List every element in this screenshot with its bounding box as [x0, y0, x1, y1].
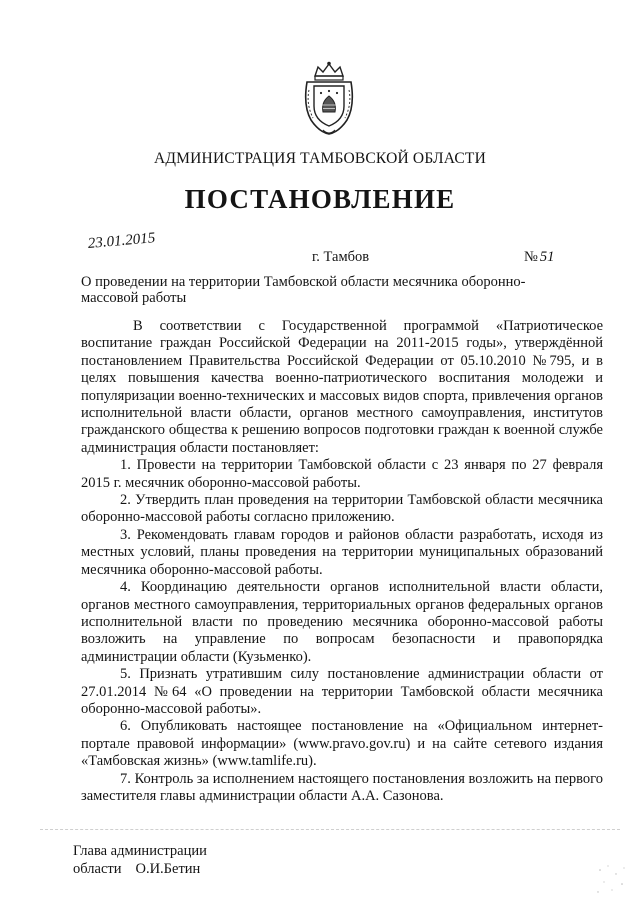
clause-6: 6. Опубликовать настоящее постановление на «Официальном интернет-портале правовой информации» (www.pravo.gov.ru) и на сайте сетевого издания «Тамбовская жизнь» (www.tamlife.ru). [81, 718, 603, 770]
clause-4: 4. Координацию деятельности органов исполнительной власти области, органов местного самоуправления, территориальных органов федеральных органов исполнительной власти по проведению месячника оборонно-массовой работы возложить на управление по вопросам безопасности и правопорядка администрации области (Кузьменко). [81, 579, 603, 665]
signatory-position-line1: Глава администрации [73, 843, 207, 859]
signature-block [73, 842, 207, 878]
scan-noise-mark [594, 862, 630, 898]
signatory-position-line2: области [73, 861, 122, 877]
document-type-title: ПОСТАНОВЛЕНИЕ [184, 184, 456, 214]
clause-3: 3. Рекомендовать главам городов и районов области разработать, исходя из местных условий, планы проведения на территории муниципальных образований месячника оборонно-массовой работы. [81, 526, 603, 578]
scan-artifact-line [40, 829, 620, 830]
document-subject: О проведении на территории Тамбовской области месячника оборонно-массовой работы [81, 274, 526, 306]
organization-name: АДМИНИСТРАЦИЯ ТАМБОВСКОЙ ОБЛАСТИ [154, 150, 486, 167]
intro-paragraph: В соответствии с Государственной программой «Патриотическое воспитание граждан Российской Федерации на 2011-2015 годы», утверждённой постановлением Правительства Российской Федерации от 05.10.2010 №795, и в целях повышения качества военно-патриотического воспитания молодежи и популяризации военно-технических и массовых видов спорта, привлечения органов исполнительной власти области, органов местного самоуправления, институтов гражданского общества к решению вопросов подготовки граждан к военной службе администрация области постановляет: [81, 318, 603, 456]
clause-1: 1. Провести на территории Тамбовской области с 23 января по 27 февраля 2015 г. месячник оборонно-массовой работы. [81, 457, 603, 491]
signatory-name: О.И.Бетин [135, 861, 201, 877]
city-name: г. Тамбов [312, 249, 370, 265]
signatory-line2 [73, 860, 207, 878]
handwritten-number: 51 [539, 249, 555, 265]
document-body [81, 318, 603, 805]
clause-5: 5. Признать утратившим силу постановление администрации области от 27.01.2014 №64 «О проведении на территории Тамбовской области месячника оборонно-массовой работы». [81, 666, 603, 717]
handwritten-date: 23.01.2015 [87, 230, 156, 252]
clause-7: 7. Контроль за исполнением настоящего постановления возложить на первого заместителя главы администрации области А.А. Сазонова. [81, 770, 603, 804]
number-sign: № [524, 249, 538, 265]
document-number [524, 249, 554, 266]
clause-2: 2. Утвердить план проведения на территории Тамбовской области месячника оборонно-массовой работы согласно приложению. [81, 492, 603, 526]
coat-of-arms-emblem-icon [301, 60, 357, 136]
